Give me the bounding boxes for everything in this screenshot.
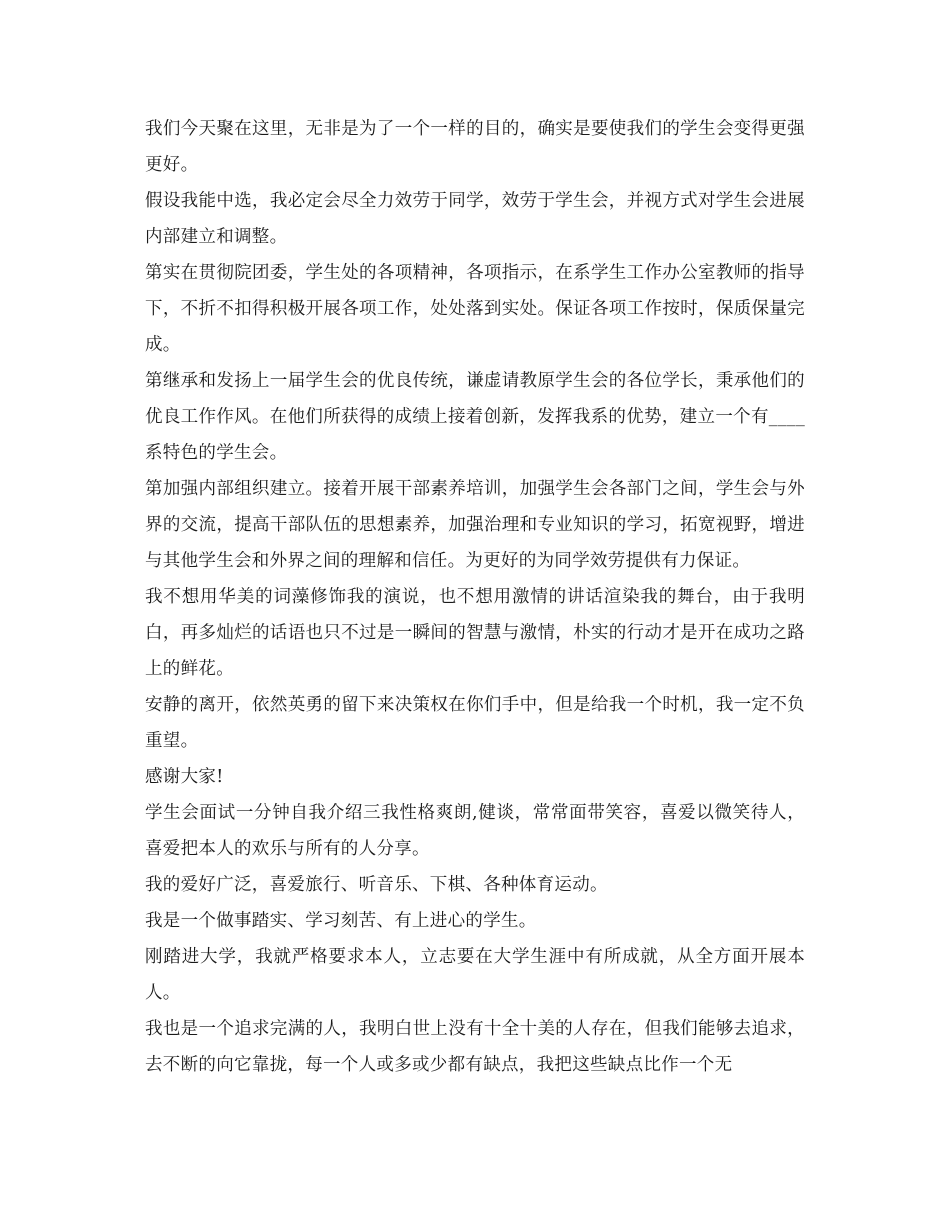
paragraph-2: 假设我能中选，我必定会尽全力效劳于同学，效劳于学生会，并视方式对学生会进展内部建立和调整。 [145, 191, 805, 247]
paragraph-8: 感谢大家! [145, 767, 224, 787]
paragraph-4: 第继承和发扬上一届学生会的优良传统，谦虚请教原学生会的各位学长，秉承他们的优良工作作风。在他们所获得的成绩上接着创新，发挥我系的优势，建立一个有____系特色的学生会。 [145, 371, 805, 463]
paragraph-5: 第加强内部组织建立。接着开展干部素养培训，加强学生会各部门之间，学生会与外界的交流，提高干部队伍的思想素养，加强治理和专业知识的学习，拓宽视野，增进与其他学生会和外界之间的理解和信任。为更好的为同学效劳提供有力保证。 [145, 479, 805, 571]
paragraph-12: 刚踏进大学，我就严格要求本人，立志要在大学生涯中有所成就，从全方面开展本人。 [145, 947, 805, 1003]
paragraph-3: 第实在贯彻院团委，学生处的各项精神，各项指示，在系学生工作办公室教师的指导下，不折不扣得积极开展各项工作，处处落到实处。保证各项工作按时，保质保量完成。 [145, 263, 805, 355]
paragraph-10: 我的爱好广泛，喜爱旅行、听音乐、下棋、各种体育运动。 [145, 875, 608, 895]
paragraph-6: 我不想用华美的词藻修饰我的演说，也不想用激情的讲话渲染我的舞台，由于我明白，再多灿烂的话语也只不过是一瞬间的智慧与激情，朴实的行动才是开在成功之路上的鲜花。 [145, 587, 805, 679]
paragraph-13: 我也是一个追求完满的人，我明白世上没有十全十美的人存在，但我们能够去追求，去不断的向它靠拢，每一个人或多或少都有缺点，我把这些缺点比作一个无 [145, 1019, 805, 1075]
paragraph-7: 安静的离开，依然英勇的留下来决策权在你们手中，但是给我一个时机，我一定不负重望。 [145, 695, 805, 751]
paragraph-11: 我是一个做事踏实、学习刻苦、有上进心的学生。 [145, 911, 537, 931]
paragraph-9: 学生会面试一分钟自我介绍三我性格爽朗,健谈，常常面带笑容，喜爱以微笑待人，喜爱把本人的欢乐与所有的人分享。 [145, 803, 805, 859]
document-body [145, 111, 805, 1083]
paragraph-1: 我们今天聚在这里，无非是为了一个一样的目的，确实是要使我们的学生会变得更强更好。 [145, 119, 805, 175]
